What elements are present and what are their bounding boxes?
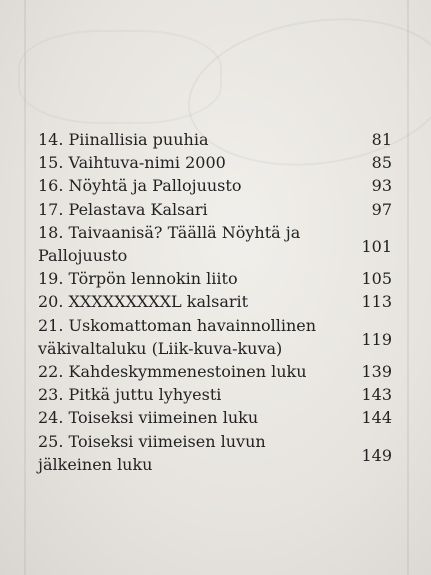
show-through-illustration [18, 30, 222, 124]
chapter-title: 17. Pelastava Kalsari [38, 199, 208, 219]
toc-entry [38, 290, 394, 313]
page-number: 149 [361, 445, 392, 465]
chapter-title: 20. XXXXXXXXXL kalsarit [38, 292, 249, 312]
toc-entry [38, 221, 394, 267]
chapter-title: 15. Vaihtuva-nimi 2000 [38, 153, 226, 173]
page-number: 97 [371, 199, 392, 219]
page-edge-shadow [24, 0, 26, 575]
toc-entry [38, 267, 394, 290]
page-edge-shadow [407, 0, 409, 575]
toc-entry [38, 383, 394, 406]
toc-entry [38, 430, 394, 476]
page-number: 85 [371, 153, 392, 173]
toc-entry [38, 128, 394, 151]
chapter-title: 21. Uskomattoman havainnollinen väkivaltaluku (Liik-kuva-kuva) [38, 315, 317, 358]
page-number: 143 [361, 385, 392, 405]
chapter-title: 19. Törpön lennokin liito [38, 269, 238, 289]
page-number: 144 [361, 408, 392, 428]
page-number: 139 [361, 362, 392, 382]
toc-entry [38, 151, 394, 174]
chapter-title: 16. Nöyhtä ja Pallojuusto [38, 176, 242, 196]
toc-entry [38, 406, 394, 429]
toc-entry [38, 198, 394, 221]
chapter-title: 24. Toiseksi viimeinen luku [38, 408, 259, 428]
page-number: 101 [361, 236, 392, 256]
chapter-title: 25. Toiseksi viimeisen luvun jälkeinen luku [38, 431, 266, 474]
toc-entry [38, 314, 394, 360]
toc-entry [38, 360, 394, 383]
table-of-contents [38, 128, 394, 476]
chapter-title: 23. Pitkä juttu lyhyesti [38, 385, 222, 405]
page-number: 105 [361, 269, 392, 289]
toc-entry [38, 174, 394, 197]
chapter-title: 22. Kahdeskymmenestoinen luku [38, 362, 307, 382]
chapter-title: 18. Taivaanisä? Täällä Nöyhtä ja Pallojuusto [38, 222, 301, 266]
page-number: 113 [361, 292, 392, 312]
page-number: 81 [371, 130, 392, 149]
page-number: 119 [361, 329, 392, 349]
page-number: 93 [371, 176, 392, 196]
chapter-title: 14. Piinallisia puuhia [38, 130, 209, 149]
